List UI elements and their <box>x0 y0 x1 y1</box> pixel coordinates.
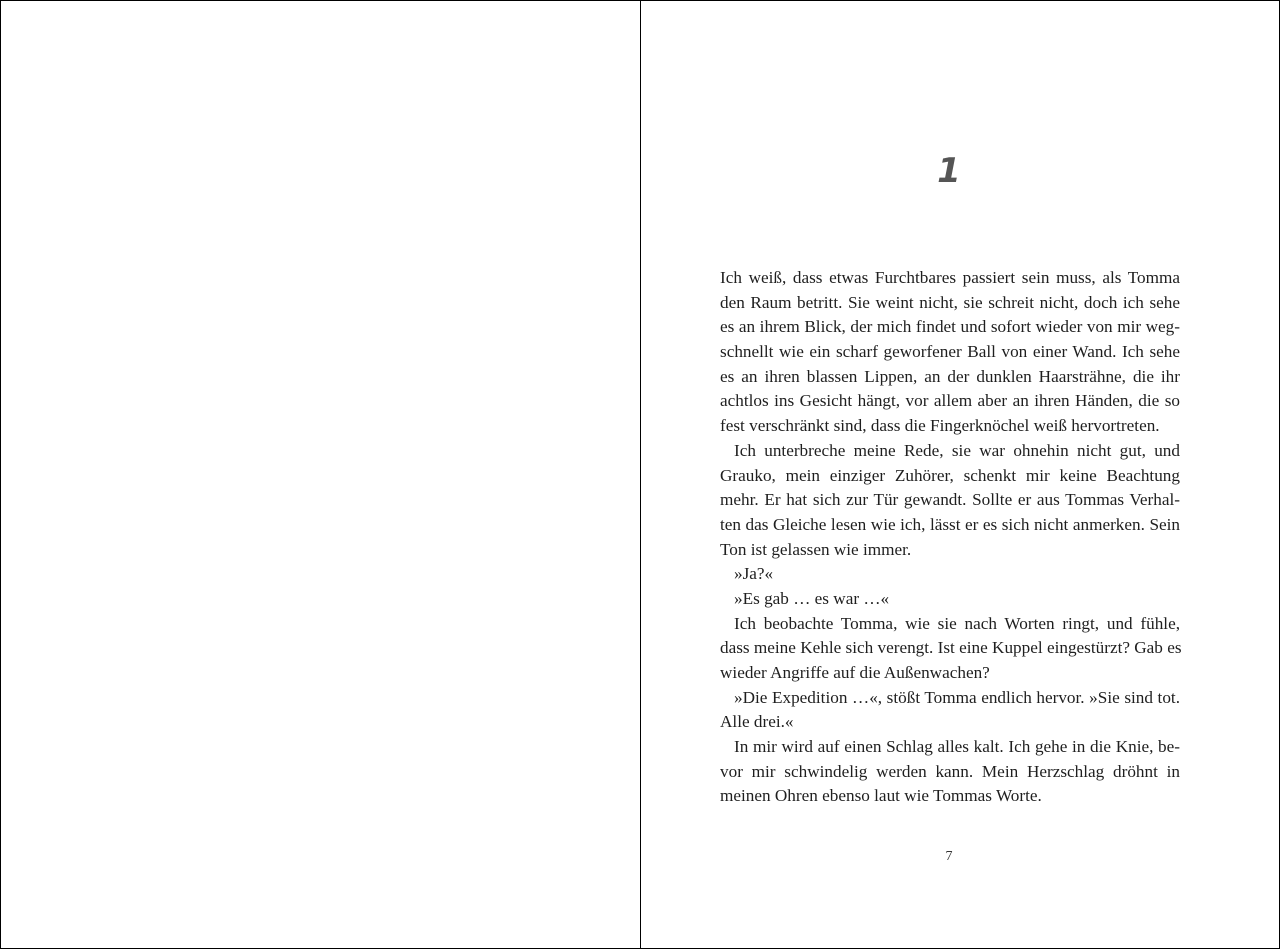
text-line: wieder Angriffe auf die Außenwachen? <box>720 663 990 682</box>
text-line: »Es gab … es war …« <box>734 588 890 608</box>
text-line: schnellt wie ein scharf geworfener Ball von einer Wand. Ich sehe <box>720 342 1180 362</box>
text-line: Ich unterbreche meine Rede, sie war ohnehin nicht gut, und <box>734 440 1180 460</box>
chapter-number: 1 <box>937 151 961 191</box>
text-line: Grauko, mein einziger Zuhörer, schenkt mir keine Beachtung <box>720 465 1180 485</box>
text-line: Ich weiß, dass etwas Furchtbares passiert sein muss, als Tomma <box>720 268 1180 287</box>
text-line: In mir wird auf einen Schlag alles kalt. Ich gehe in die Knie, be- <box>734 737 1180 757</box>
text-line: Ton ist gelassen wie immer. <box>720 539 912 559</box>
text-line: »Ja?« <box>734 564 774 584</box>
page-number: 7 <box>945 849 953 864</box>
left-page-blank <box>1 1 641 948</box>
text-line: dass meine Kehle sich verengt. Ist eine Kuppel eingestürzt? Gab es <box>720 638 1182 658</box>
chapter-text <box>720 266 1180 809</box>
text-line: ten das Gleiche lesen wie ich, lässt er es sich nicht anmerken. Sein <box>720 514 1180 534</box>
text-line: fest verschränkt sind, dass die Fingerknöchel weiß hervortreten. <box>720 416 1160 436</box>
text-line: Alle drei.« <box>720 712 794 732</box>
text-line: meinen Ohren ebenso laut wie Tommas Worte. <box>720 786 1042 806</box>
text-line: Ich beobachte Tomma, wie sie nach Worten ringt, und fühle, <box>734 613 1180 633</box>
text-line: mehr. Er hat sich zur Tür gewandt. Sollte er aus Tommas Verhal- <box>720 490 1180 510</box>
text-line: es an ihrem Blick, der mich findet und sofort wieder von mir weg- <box>720 317 1180 337</box>
right-page <box>642 1 1279 948</box>
text-line: es an ihren blassen Lippen, an der dunklen Haarsträhne, die ihr <box>720 366 1180 386</box>
text-line: achtlos ins Gesicht hängt, vor allem aber an ihren Händen, die so <box>720 391 1180 411</box>
text-line: den Raum betritt. Sie weint nicht, sie schreit nicht, doch ich sehe <box>720 292 1180 312</box>
text-line: »Die Expedition …«, stößt Tomma endlich hervor. »Sie sind tot. <box>734 687 1180 707</box>
text-line: vor mir schwindelig werden kann. Mein Herzschlag dröhnt in <box>720 761 1180 781</box>
